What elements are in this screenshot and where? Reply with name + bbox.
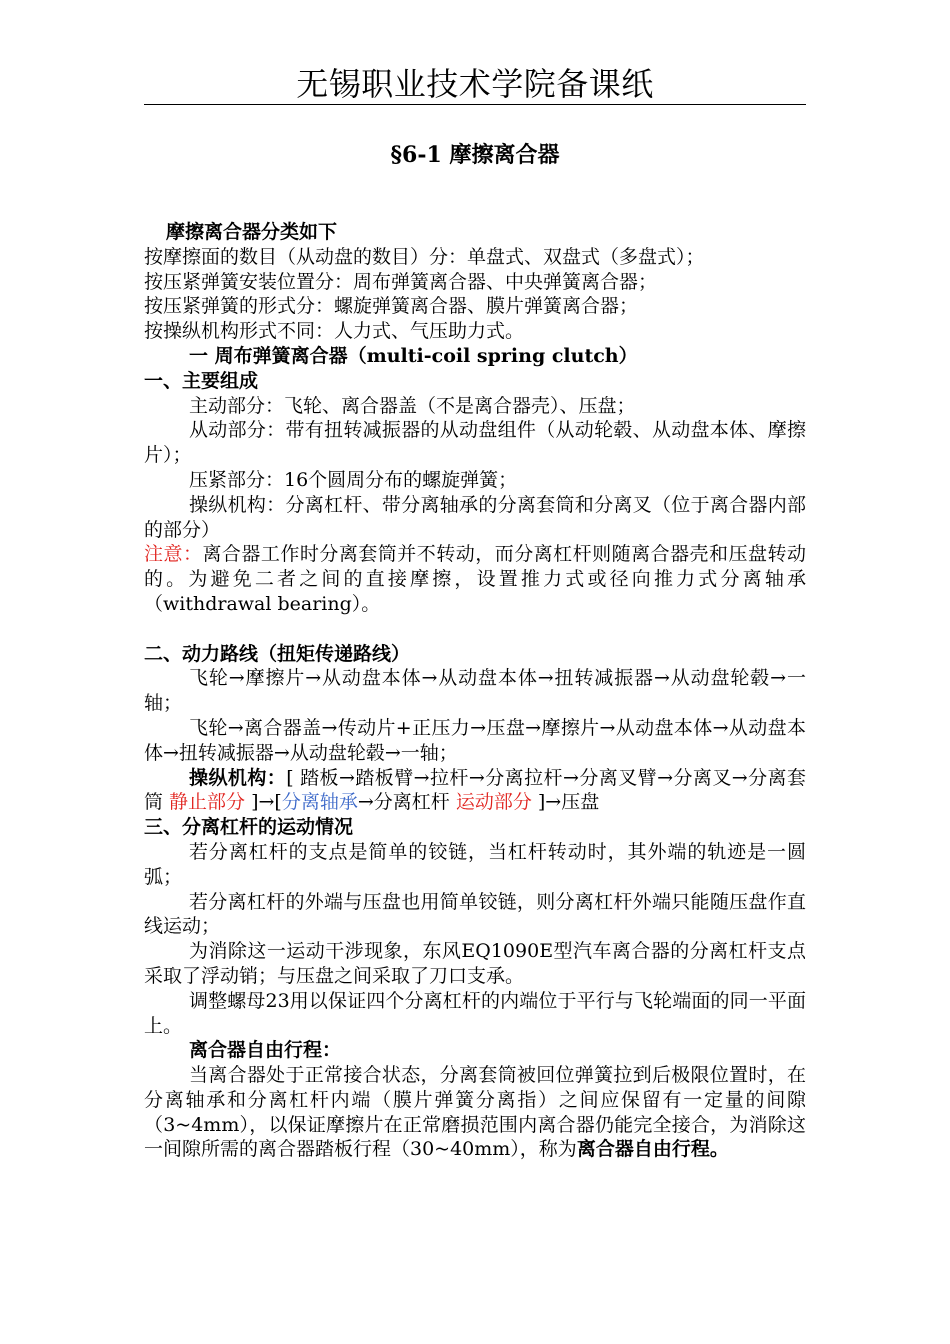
paragraph-gap: [144, 617, 806, 642]
composition-pressing: 压紧部分：16个圆周分布的螺旋弹簧；: [189, 468, 518, 491]
classification-line: 按压紧弹簧安装位置分：周布弹簧离合器、中央弹簧离合器；: [144, 270, 658, 293]
free-travel-paragraph: [144, 1063, 806, 1162]
free-travel-text: 当离合器处于正常接合状态，分离套筒被回位弹簧拉到后极限位置时，在分离轴承和分离杠杆内端（膜片弹簧分离指）之间应保留有一定量的间隙（3~4mm），以保证摩擦片在正常磨损范围内离合器仍能完全接合，为消除这一间隙所需的离合器踏板行程（30~40mm），称为: [144, 1064, 806, 1161]
bearing-label: 分离轴承: [281, 791, 358, 814]
operating-path-segment: →分离杠杆: [357, 791, 456, 814]
section-title: §6-1 摩擦离合器: [390, 142, 560, 168]
operating-path-segment: ]→压盘: [531, 791, 600, 814]
lever-motion-p1: 若分离杠杆的支点是简单的铰链，当杠杆转动时，其外端的轨迹是一圆弧；: [144, 840, 806, 888]
operating-path-segment: [ 踏板→踏板臂→拉杆→分离拉杆→分离叉臂→分离叉→分离套筒: [144, 766, 806, 814]
lever-motion-p2: 若分离杠杆的外端与压盘也用简单铰链，则分离杠杆外端只能随压盘作直线运动；: [144, 890, 806, 938]
classification-line: 按摩擦面的数目（从动盘的数目）分：单盘式、双盘式（多盘式）；: [144, 245, 705, 268]
composition-operating: 操纵机构：分离杠杆、带分离轴承的分离套筒和分离叉（位于离合器内部的部分）: [144, 493, 806, 541]
header-rule: [144, 104, 806, 105]
power-path-2: 飞轮→离合器盖→传动片+正压力→压盘→摩擦片→从动盘本体→从动盘本体→扭转减振器→从动盘轮毂→一轴；: [144, 716, 806, 764]
power-path-1: 飞轮→摩擦片→从动盘本体→从动盘本体→扭转减振器→从动盘轮毂→一轴；: [144, 667, 806, 715]
operating-path-segment: ]→[: [245, 791, 282, 814]
lever-motion-heading: 三、分离杠杆的运动情况: [144, 816, 354, 839]
note-text: 离合器工作时分离套筒并不转动，而分离杠杆则随离合器壳和压盘转动的。为避免二者之间的直接摩擦，设置推力式或径向推力式分离轴承（withdrawal bearing）。: [144, 543, 806, 615]
operating-path-label: 操纵机构：: [189, 766, 287, 789]
moving-part-label: 运动部分: [455, 791, 532, 814]
note-label: 注意：: [144, 543, 203, 566]
classification-line: 按压紧弹簧的形式分：螺旋弹簧离合器、膜片弹簧离合器；: [144, 295, 639, 318]
operating-path: [144, 766, 806, 816]
power-path-heading: 二、动力路线（扭矩传递路线）: [144, 642, 411, 665]
document-body: [144, 220, 806, 1162]
classification-line: 按操纵机构形式不同：人力式、气压助力式。: [144, 320, 525, 343]
composition-note: [144, 542, 806, 616]
part-one-heading: 一 周布弹簧离合器（multi-coil spring clutch）: [189, 344, 638, 367]
free-travel-heading: 离合器自由行程：: [189, 1039, 342, 1062]
static-part-label: 静止部分: [169, 791, 246, 814]
free-travel-term: 离合器自由行程。: [576, 1138, 729, 1161]
composition-driven: 从动部分：带有扭转减振器的从动盘组件（从动轮毂、从动盘本体、摩擦片）；: [144, 419, 806, 467]
lever-motion-p4: 调整螺母23用以保证四个分离杠杆的内端位于平行与飞轮端面的同一平面上。: [144, 989, 806, 1037]
classification-heading: 摩擦离合器分类如下: [166, 221, 338, 243]
composition-driving: 主动部分：飞轮、离合器盖（不是离合器壳）、压盘；: [189, 394, 636, 417]
composition-heading: 一、主要组成: [144, 369, 259, 392]
lever-motion-p3: 为消除这一运动干涉现象，东风EQ1090E型汽车离合器的分离杠杆支点采取了浮动销；与压盘之间采取了刀口支承。: [144, 940, 806, 987]
header-title: 无锡职业技术学院备课纸: [296, 65, 654, 103]
